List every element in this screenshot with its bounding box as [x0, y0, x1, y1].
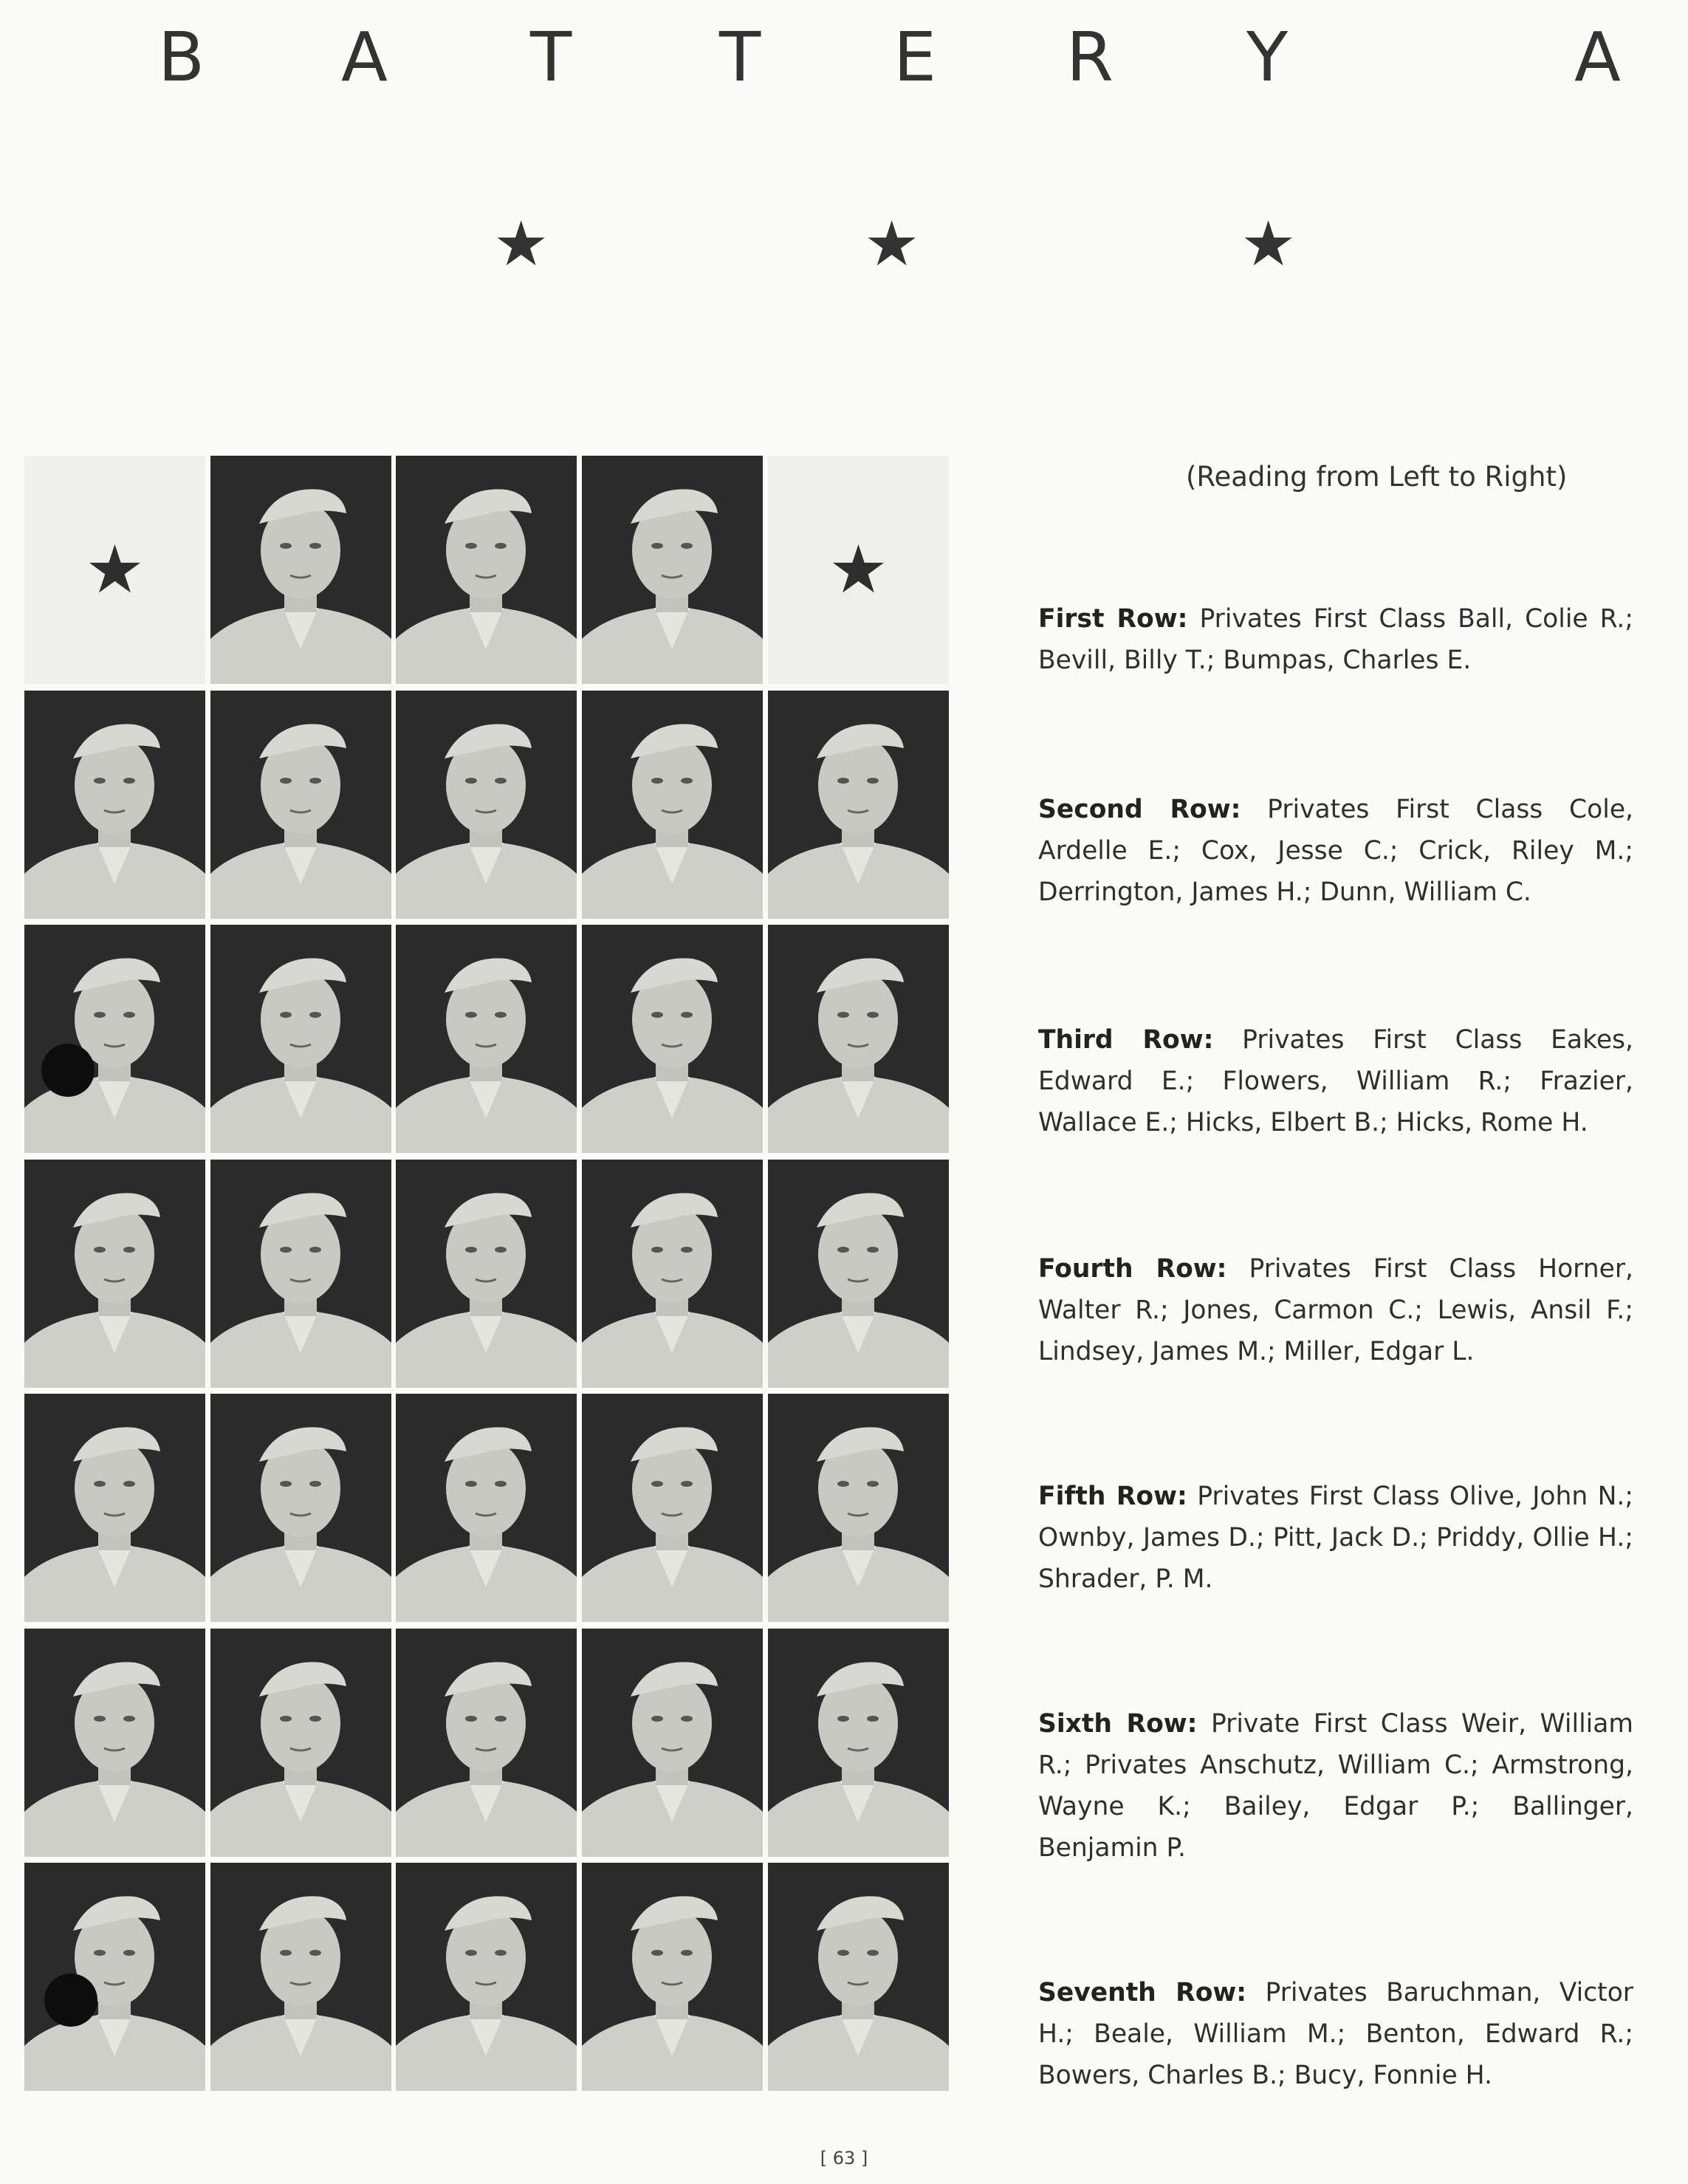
star-icon: ★	[493, 208, 549, 280]
portrait-photo	[396, 456, 577, 684]
portrait-photo	[210, 1863, 391, 2091]
page-number: [ 63 ]	[820, 2148, 868, 2168]
portrait-photo	[768, 691, 949, 919]
portrait-photo	[582, 1394, 763, 1622]
portrait-photo	[210, 925, 391, 1153]
row-caption	[1038, 789, 1633, 913]
row-names: Privates First Class Cole, Ardelle E.; Cox, Jesse C.; Crick, Riley M.; Derrington, James H.; Dunn, William C.	[1038, 795, 1634, 907]
title-letter: Y	[1246, 18, 1289, 97]
portrait-photo	[210, 456, 391, 684]
punch-hole	[44, 1974, 97, 2027]
page-title	[0, 13, 1688, 102]
row-caption	[1038, 1248, 1633, 1372]
portrait-photo	[24, 1863, 205, 2091]
portrait-photo	[582, 456, 763, 684]
portrait-photo	[396, 1629, 577, 1857]
portrait-photo	[768, 1863, 949, 2091]
row-label: Fifth Row:	[1038, 1482, 1187, 1511]
portrait-grid	[24, 456, 949, 2095]
title-letter: R	[1066, 18, 1114, 97]
portrait-photo	[396, 691, 577, 919]
portrait-photo	[210, 1160, 391, 1388]
portrait-photo	[396, 1160, 577, 1388]
portrait-photo	[24, 925, 205, 1153]
portrait-photo	[582, 1863, 763, 2091]
row-names: Private First Class Weir, William R.; Privates Anschutz, William C.; Armstrong, Wayne K.; Bailey, Edgar P.; Ballinger, Benjamin P.	[1038, 1709, 1634, 1863]
row-caption	[1038, 1019, 1633, 1143]
title-letter: T	[530, 18, 572, 97]
star-icon: ★	[828, 531, 888, 609]
portrait-photo	[210, 691, 391, 919]
star-placeholder	[24, 456, 205, 684]
portrait-photo	[396, 1863, 577, 2091]
row-names: Privates Baruchman, Victor H.; Beale, William M.; Benton, Edward R.; Bowers, Charles B.; Bucy, Fonnie H.	[1038, 1978, 1633, 2090]
reading-direction-note: (Reading from Left to Right)	[1186, 461, 1568, 493]
row-label: Sixth Row:	[1038, 1709, 1198, 1739]
star-placeholder	[768, 456, 949, 684]
star-icon: ★	[864, 208, 920, 280]
portrait-photo	[24, 1629, 205, 1857]
row-names: Privates First Class Eakes, Edward E.; Flowers, William R.; Frazier, Wallace E.; Hicks, Elbert B.; Hicks, Rome H.	[1038, 1025, 1633, 1137]
portrait-photo	[768, 925, 949, 1153]
portrait-photo	[768, 1160, 949, 1388]
row-names: Privates First Class Olive, John N.; Ownby, James D.; Pitt, Jack D.; Priddy, Ollie H.; Shrader, P. M.	[1038, 1482, 1633, 1594]
portrait-photo	[582, 1160, 763, 1388]
portrait-photo	[396, 1394, 577, 1622]
portrait-photo	[768, 1394, 949, 1622]
portrait-photo	[582, 925, 763, 1153]
portrait-photo	[24, 1160, 205, 1388]
title-letter: T	[719, 18, 761, 97]
portrait-photo	[396, 925, 577, 1153]
star-icon: ★	[85, 531, 145, 609]
row-names: Privates First Class Ball, Colie R.; Bevill, Billy T.; Bumpas, Charles E.	[1038, 604, 1634, 675]
row-label: Third Row:	[1038, 1025, 1214, 1055]
row-label: Seventh Row:	[1038, 1978, 1247, 2007]
punch-hole	[41, 1044, 95, 1097]
row-names: Privates First Class Horner, Walter R.; Jones, Carmon C.; Lewis, Ansil F.; Lindsey, James M.; Miller, Edgar L.	[1038, 1254, 1633, 1366]
star-icon: ★	[1241, 208, 1297, 280]
row-caption	[1038, 1972, 1633, 2096]
portrait-photo	[768, 1629, 949, 1857]
portrait-photo	[210, 1394, 391, 1622]
portrait-photo	[24, 1394, 205, 1622]
row-caption	[1038, 1703, 1633, 1869]
title-letter: A	[341, 18, 388, 97]
row-caption	[1038, 598, 1633, 681]
header-stars	[0, 208, 1688, 280]
portrait-photo	[24, 691, 205, 919]
row-label: First Row:	[1038, 604, 1188, 634]
portrait-photo	[582, 1629, 763, 1857]
portrait-photo	[210, 1629, 391, 1857]
row-caption	[1038, 1476, 1633, 1600]
row-label: Second Row:	[1038, 795, 1241, 824]
row-label: Fourth Row:	[1038, 1254, 1227, 1284]
title-letter: E	[893, 18, 937, 97]
title-letter: A	[1574, 18, 1621, 97]
title-letter: B	[158, 18, 205, 97]
portrait-photo	[582, 691, 763, 919]
